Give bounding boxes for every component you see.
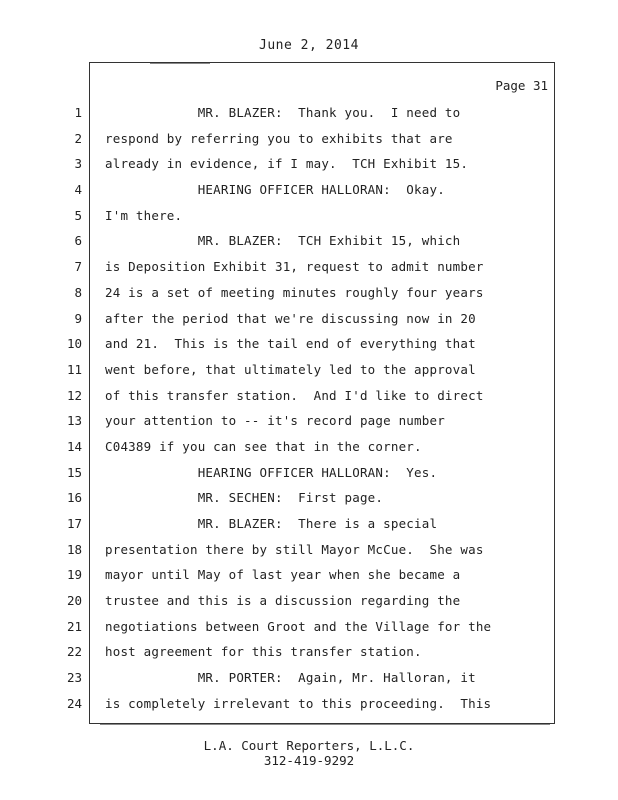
- line-number: 14: [66, 438, 82, 454]
- transcript-line: respond by referring you to exhibits that are: [105, 130, 453, 146]
- transcript-line: MR. BLAZER: TCH Exhibit 15, which: [105, 233, 461, 249]
- line-number: 1: [74, 105, 82, 120]
- line-number-column: [60, 100, 82, 717]
- transcript-date: June 2, 2014: [259, 38, 359, 53]
- court-reporter-footer: [0, 738, 618, 768]
- transcript-line: went before, that ultimately led to the approval: [105, 361, 476, 377]
- transcript-line: presentation there by still Mayor McCue. She was: [105, 541, 484, 557]
- transcript-line: MR. PORTER: Again, Mr. Halloran, it: [105, 670, 476, 686]
- transcript-line: already in evidence, if I may. TCH Exhibit 15.: [105, 156, 469, 172]
- line-number: 18: [66, 541, 82, 557]
- transcript-line: and 21. This is the tail end of everything that: [105, 336, 476, 352]
- line-number: 4: [74, 182, 82, 198]
- transcript-line: trustee and this is a discussion regarding the: [105, 593, 461, 609]
- scan-artifact: [100, 724, 550, 725]
- transcript-line: is completely irrelevant to this proceeding. This: [105, 695, 492, 711]
- transcript-line: C04389 if you can see that in the corner.: [105, 438, 422, 454]
- line-number: 15: [66, 464, 82, 480]
- transcript-line: host agreement for this transfer station.: [105, 644, 422, 660]
- line-number: 16: [66, 490, 82, 506]
- transcript-line: is Deposition Exhibit 31, request to admit number: [105, 259, 484, 275]
- line-number: 17: [66, 516, 82, 531]
- transcript-line: MR. BLAZER: Thank you. I need to: [105, 105, 461, 120]
- line-number: 5: [74, 207, 82, 223]
- line-number: 19: [66, 567, 82, 583]
- line-number: 11: [66, 361, 82, 377]
- line-number: 2: [74, 130, 82, 146]
- line-number: 22: [66, 644, 82, 660]
- transcript-line: HEARING OFFICER HALLORAN: Yes.: [105, 464, 438, 480]
- line-number: 21: [66, 618, 82, 634]
- transcript-line: after the period that we're discussing now in 20: [105, 310, 476, 326]
- transcript-line: your attention to -- it's record page number: [105, 413, 445, 429]
- line-number: 7: [74, 259, 82, 275]
- line-number: 3: [74, 156, 82, 172]
- line-number: 20: [66, 593, 82, 609]
- line-number: 10: [66, 336, 82, 352]
- transcript-line: I'm there.: [105, 207, 183, 223]
- line-number: 8: [74, 284, 82, 300]
- line-number: 23: [66, 670, 82, 686]
- transcript-line: mayor until May of last year when she became a: [105, 567, 461, 583]
- transcript-line: MR. BLAZER: There is a special: [105, 516, 438, 531]
- transcript-line: of this transfer station. And I'd like to direct: [105, 387, 484, 403]
- transcript-body: [105, 100, 550, 717]
- page-number: Page 31: [495, 78, 548, 93]
- line-number: 13: [66, 413, 82, 429]
- transcript-line: 24 is a set of meeting minutes roughly four years: [105, 284, 484, 300]
- transcript-line: negotiations between Groot and the Village for the: [105, 618, 492, 634]
- court-reporter-name: L.A. Court Reporters, L.L.C.: [203, 738, 415, 753]
- transcript-line: HEARING OFFICER HALLORAN: Okay.: [105, 182, 445, 198]
- court-reporter-phone: 312-419-9292: [263, 753, 355, 768]
- line-number: 24: [66, 695, 82, 711]
- line-number: 6: [74, 233, 82, 249]
- line-number: 9: [74, 310, 82, 326]
- scan-artifact: [150, 63, 210, 64]
- transcript-line: MR. SECHEN: First page.: [105, 490, 384, 506]
- line-number: 12: [66, 387, 82, 403]
